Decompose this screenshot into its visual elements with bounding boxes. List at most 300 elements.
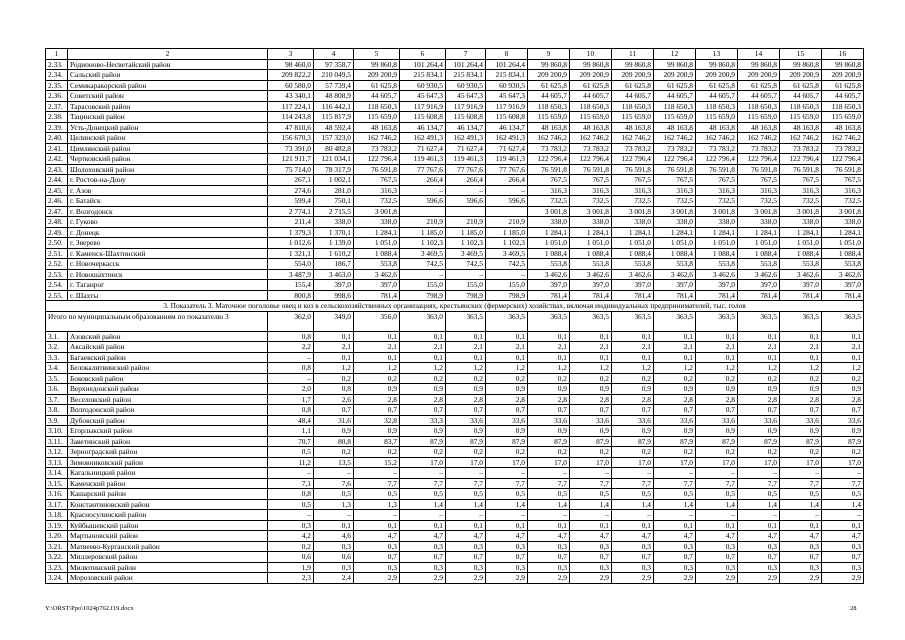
row-value: 553,8 <box>822 259 864 270</box>
row-value: 553,8 <box>528 259 570 270</box>
row-value: 33,6 <box>696 415 738 426</box>
row-value: 115 659,0 <box>738 112 780 123</box>
row-value: 1 051,0 <box>780 238 822 249</box>
row-value: 596,6 <box>446 196 486 207</box>
row-number: 2.36. <box>46 91 68 102</box>
row-value: 211,4 <box>268 217 314 228</box>
row-value: 0,1 <box>612 520 654 531</box>
row-value: 0,1 <box>822 520 864 531</box>
row-value: 0,7 <box>780 552 822 563</box>
row-value: 17,0 <box>738 457 780 468</box>
table-row <box>46 447 864 458</box>
row-value: 767,5 <box>612 175 654 186</box>
row-value: 2,1 <box>654 342 696 353</box>
row-value: 732,5 <box>354 196 400 207</box>
row-value: 99 860,8 <box>612 59 654 70</box>
row-value: 87,9 <box>780 436 822 447</box>
row-value: 1 284,1 <box>780 227 822 238</box>
row-value: 0,1 <box>738 331 780 342</box>
row-value: 0,7 <box>654 552 696 563</box>
row-value: 17,0 <box>486 457 528 468</box>
row-value: 155,0 <box>400 280 446 291</box>
row-value: 0,1 <box>822 352 864 363</box>
row-value: 0,1 <box>400 331 446 342</box>
row-value: 281,0 <box>314 185 354 196</box>
row-value: 1,2 <box>314 363 354 374</box>
row-value: 118 650,3 <box>696 101 738 112</box>
indicator-table <box>45 48 864 584</box>
row-value: 0,7 <box>528 405 570 416</box>
row-value: 1,2 <box>822 363 864 374</box>
row-value: 0,2 <box>696 447 738 458</box>
column-header: 9 <box>528 49 570 60</box>
row-value: – <box>528 468 570 479</box>
row-value: 116 442,1 <box>314 101 354 112</box>
row-value: – <box>354 510 400 521</box>
table-row <box>46 227 864 238</box>
row-value: 1,2 <box>654 363 696 374</box>
row-value: 4,7 <box>612 531 654 542</box>
row-number: 2.52. <box>46 259 68 270</box>
row-value: 0,3 <box>738 562 780 573</box>
row-value: 338,0 <box>738 217 780 228</box>
row-value: 0,7 <box>314 405 354 416</box>
row-value: 0,3 <box>354 562 400 573</box>
row-value: 4,2 <box>268 531 314 542</box>
row-value: 209 200,9 <box>528 70 570 81</box>
row-value: 33,6 <box>612 415 654 426</box>
table-row <box>46 342 864 353</box>
column-header: 8 <box>486 49 528 60</box>
row-value: 0,5 <box>528 489 570 500</box>
row-value: 0,8 <box>268 331 314 342</box>
row-value: 75 714,0 <box>268 164 314 175</box>
row-value: 553,8 <box>738 259 780 270</box>
section-title: 3. Показатель 3. Маточное поголовье овец и коз в сельскохозяйственных организациях, крестьянских (фермерских) хозяйствах, включая индивидуальных предпринимателей, тыс. голов <box>46 301 864 312</box>
row-value: 3 001,8 <box>528 206 570 217</box>
row-value: – <box>268 468 314 479</box>
row-value: – <box>486 269 528 280</box>
table-row <box>46 457 864 468</box>
row-value: 0,7 <box>612 552 654 563</box>
row-value: 1 088,4 <box>612 248 654 259</box>
table-row <box>46 196 864 207</box>
table-row <box>46 217 864 228</box>
row-value: – <box>268 352 314 363</box>
row-value: 1,4 <box>570 499 612 510</box>
row-number: 3.18. <box>46 510 68 521</box>
row-value: 118 650,3 <box>528 101 570 112</box>
row-value: 44 605,7 <box>654 91 696 102</box>
row-value: 97 358,7 <box>314 59 354 70</box>
row-value: 0,2 <box>654 373 696 384</box>
row-value: 742,5 <box>486 259 528 270</box>
row-value: 1,4 <box>612 499 654 510</box>
row-name: г. Гуково <box>68 217 268 228</box>
row-value: 0,3 <box>354 541 400 552</box>
row-value: 99 860,8 <box>822 59 864 70</box>
row-value: 3 462,6 <box>354 269 400 280</box>
column-header: 16 <box>822 49 864 60</box>
row-value: 115 608,8 <box>400 112 446 123</box>
row-value: 87,9 <box>528 436 570 447</box>
table-row <box>46 531 864 542</box>
total-value: 363,5 <box>486 311 528 331</box>
row-value: – <box>446 185 486 196</box>
row-value: 44 605,7 <box>528 91 570 102</box>
row-value: 122 796,4 <box>354 154 400 165</box>
row-number: 3.11. <box>46 436 68 447</box>
row-value: 2,8 <box>400 394 446 405</box>
row-value: 80,8 <box>314 436 354 447</box>
row-value: 2,1 <box>570 342 612 353</box>
row-value: 0,2 <box>354 373 400 384</box>
row-value: 3 487,9 <box>268 269 314 280</box>
row-value: 115 659,0 <box>654 112 696 123</box>
row-value: 0,3 <box>528 562 570 573</box>
row-value: – <box>822 468 864 479</box>
row-value: 215 834,1 <box>400 70 446 81</box>
row-value: 1,4 <box>822 499 864 510</box>
row-value: 800,8 <box>268 290 314 301</box>
row-value: 1,4 <box>446 499 486 510</box>
column-header: 2 <box>68 49 268 60</box>
row-value: 31,6 <box>314 415 354 426</box>
row-number: 3.2. <box>46 342 68 353</box>
row-name: Багаевский район <box>68 352 268 363</box>
row-value: – <box>738 468 780 479</box>
row-value: 115 608,8 <box>486 112 528 123</box>
row-value: 0,2 <box>822 447 864 458</box>
row-value: 7,7 <box>822 478 864 489</box>
row-value: – <box>612 468 654 479</box>
row-value: 1,2 <box>528 363 570 374</box>
row-value: 338,0 <box>354 217 400 228</box>
row-name: г. Каменск-Шахтинский <box>68 248 268 259</box>
row-value: 0,3 <box>612 541 654 552</box>
row-value: 0,1 <box>400 520 446 531</box>
row-value: 4,7 <box>400 531 446 542</box>
row-value: – <box>446 510 486 521</box>
row-value: 33,6 <box>780 415 822 426</box>
row-value: 118 650,3 <box>780 101 822 112</box>
row-value: 0,2 <box>612 373 654 384</box>
row-value: 0,9 <box>822 384 864 395</box>
row-value: – <box>354 468 400 479</box>
row-number: 3.10. <box>46 426 68 437</box>
row-value: 0,7 <box>486 405 528 416</box>
row-value: – <box>570 468 612 479</box>
row-value: 2,9 <box>612 573 654 584</box>
row-value: 156 670,3 <box>268 133 314 144</box>
row-value: 0,3 <box>314 562 354 573</box>
row-value: 1,4 <box>400 499 446 510</box>
table-row <box>46 426 864 437</box>
row-value: 215 834,1 <box>446 70 486 81</box>
row-value: 11,2 <box>268 457 314 468</box>
row-value: 2,1 <box>400 342 446 353</box>
row-value: 61 625,8 <box>354 80 400 91</box>
table-row <box>46 70 864 81</box>
row-name: Каменский район <box>68 478 268 489</box>
row-value: 0,5 <box>486 489 528 500</box>
row-value: 2,8 <box>780 394 822 405</box>
row-value: 162 746,2 <box>738 133 780 144</box>
row-value: 0,5 <box>400 489 446 500</box>
row-value: 267,1 <box>268 175 314 186</box>
row-value: 115 659,0 <box>780 112 822 123</box>
row-value: 0,1 <box>570 352 612 363</box>
section-row <box>46 301 864 312</box>
row-value: 73 783,2 <box>654 143 696 154</box>
row-value <box>446 206 486 217</box>
row-value: 0,2 <box>696 373 738 384</box>
row-value: 83,7 <box>354 436 400 447</box>
row-value: 2,1 <box>738 342 780 353</box>
row-value: 101 264,4 <box>446 59 486 70</box>
row-value: 397,0 <box>570 280 612 291</box>
row-value: 122 796,4 <box>612 154 654 165</box>
row-value: 60 580,0 <box>268 80 314 91</box>
row-value: 3 001,8 <box>738 206 780 217</box>
table-row <box>46 101 864 112</box>
row-value: 87,9 <box>654 436 696 447</box>
row-value: 209 822,2 <box>268 70 314 81</box>
row-value: 0,6 <box>314 552 354 563</box>
row-value: 17,0 <box>696 457 738 468</box>
row-value: 17,0 <box>654 457 696 468</box>
table-row <box>46 331 864 342</box>
row-value: 798,9 <box>486 290 528 301</box>
row-value: 4,7 <box>446 531 486 542</box>
row-value: 0,9 <box>696 384 738 395</box>
row-value: 596,6 <box>400 196 446 207</box>
row-value: 0,2 <box>400 373 446 384</box>
row-value: 0,1 <box>354 520 400 531</box>
row-value: 44 605,7 <box>696 91 738 102</box>
row-number: 3.23. <box>46 562 68 573</box>
row-name: Егорлыкский район <box>68 426 268 437</box>
row-value: 48 163,8 <box>822 122 864 133</box>
row-value: 3 462,6 <box>528 269 570 280</box>
row-value: 73 391,0 <box>268 143 314 154</box>
row-value: 4,7 <box>654 531 696 542</box>
total-value: 363,5 <box>612 311 654 331</box>
row-value: 2,8 <box>696 394 738 405</box>
row-value: 61 625,8 <box>654 80 696 91</box>
row-value: 553,8 <box>612 259 654 270</box>
row-value: 0,1 <box>696 520 738 531</box>
row-value: 44 605,7 <box>612 91 654 102</box>
row-number: 2.42. <box>46 154 68 165</box>
row-value: 76 591,8 <box>738 164 780 175</box>
row-value: 76 591,8 <box>354 164 400 175</box>
row-value: 0,3 <box>612 562 654 573</box>
row-value: 397,0 <box>612 280 654 291</box>
row-name: Зимовниковский район <box>68 457 268 468</box>
row-number: 2.46. <box>46 196 68 207</box>
row-value: 1,4 <box>486 499 528 510</box>
row-value: 99 860,8 <box>780 59 822 70</box>
row-value: 122 796,4 <box>654 154 696 165</box>
row-value: 732,5 <box>696 196 738 207</box>
row-value: 0,7 <box>780 405 822 416</box>
row-value: 0,3 <box>446 541 486 552</box>
total-label: Итого по муниципальным образованиям по показателю 3 <box>46 311 268 331</box>
row-value: 215 834,1 <box>486 70 528 81</box>
row-value: 0,3 <box>822 562 864 573</box>
row-value: 1 102,3 <box>486 238 528 249</box>
row-number: 2.40. <box>46 133 68 144</box>
row-value: 76 591,8 <box>654 164 696 175</box>
row-value: 1 102,3 <box>446 238 486 249</box>
row-value: 0,1 <box>822 331 864 342</box>
row-value: 73 783,2 <box>570 143 612 154</box>
total-value: 356,0 <box>354 311 400 331</box>
row-value: 1 284,1 <box>570 227 612 238</box>
row-value: 209 200,9 <box>354 70 400 81</box>
row-value: 0,7 <box>446 552 486 563</box>
row-value: 596,6 <box>486 196 528 207</box>
row-number: 3.14. <box>46 468 68 479</box>
row-value: 732,5 <box>738 196 780 207</box>
row-value: 87,9 <box>400 436 446 447</box>
row-value: 46 134,7 <box>446 122 486 133</box>
row-value: 3 462,6 <box>822 269 864 280</box>
row-value: 1 139,0 <box>314 238 354 249</box>
row-value: 3 001,8 <box>354 206 400 217</box>
row-name: Боковский район <box>68 373 268 384</box>
row-value: 115 659,0 <box>528 112 570 123</box>
row-value: 2,8 <box>822 394 864 405</box>
row-value: 0,1 <box>528 520 570 531</box>
row-value: 155,0 <box>446 280 486 291</box>
row-value: 1 370,1 <box>314 227 354 238</box>
table-row <box>46 91 864 102</box>
row-value: – <box>400 468 446 479</box>
row-value: 118 650,3 <box>738 101 780 112</box>
row-name: Аксайский район <box>68 342 268 353</box>
row-value: 60 930,5 <box>446 80 486 91</box>
row-value: 87,9 <box>822 436 864 447</box>
row-value: 7,7 <box>528 478 570 489</box>
row-value: 209 200,9 <box>570 70 612 81</box>
row-name: Тарасовский район <box>68 101 268 112</box>
row-value: 1 002,1 <box>314 175 354 186</box>
row-value: 118 650,3 <box>570 101 612 112</box>
row-value: 7,7 <box>486 478 528 489</box>
row-value: 2,9 <box>696 573 738 584</box>
row-value: 48 808,9 <box>314 91 354 102</box>
row-value: 0,1 <box>738 352 780 363</box>
row-value: 781,4 <box>654 290 696 301</box>
row-name: Константиновский район <box>68 499 268 510</box>
row-value: 1 284,1 <box>612 227 654 238</box>
row-number: 3.15. <box>46 478 68 489</box>
row-value: 162 491,3 <box>446 133 486 144</box>
row-value: 1 088,4 <box>570 248 612 259</box>
row-value: 0,1 <box>446 331 486 342</box>
row-value: 76 591,8 <box>822 164 864 175</box>
row-value: 0,3 <box>446 562 486 573</box>
row-value: 0,1 <box>654 352 696 363</box>
row-value: 397,0 <box>654 280 696 291</box>
row-value: 338,0 <box>612 217 654 228</box>
row-value: 155,0 <box>486 280 528 291</box>
row-value: 0,9 <box>738 384 780 395</box>
row-value <box>486 206 528 217</box>
row-value: 46 134,7 <box>486 122 528 133</box>
row-name: Советский район <box>68 91 268 102</box>
row-number: 2.48. <box>46 217 68 228</box>
row-name: Кашарский район <box>68 489 268 500</box>
row-value: 2,1 <box>780 342 822 353</box>
row-value: – <box>400 269 446 280</box>
column-header: 15 <box>780 49 822 60</box>
row-number: 2.39. <box>46 122 68 133</box>
row-value: 48,4 <box>268 415 314 426</box>
row-value: 115 817,9 <box>314 112 354 123</box>
row-value: 13,5 <box>314 457 354 468</box>
row-value: 0,9 <box>780 384 822 395</box>
row-value: 115 659,0 <box>354 112 400 123</box>
row-value: 554,0 <box>268 259 314 270</box>
row-value: 44 605,7 <box>780 91 822 102</box>
table-row <box>46 80 864 91</box>
row-value: 0,5 <box>570 489 612 500</box>
row-value: 119 461,3 <box>400 154 446 165</box>
row-value: 1 012,6 <box>268 238 314 249</box>
row-value: 118 650,3 <box>822 101 864 112</box>
table-row <box>46 290 864 301</box>
row-value: 61 625,8 <box>738 80 780 91</box>
total-value: 349,0 <box>314 311 354 331</box>
row-value: 1 051,0 <box>738 238 780 249</box>
row-value: 17,0 <box>400 457 446 468</box>
row-value: 76 591,8 <box>612 164 654 175</box>
column-header: 11 <box>612 49 654 60</box>
row-value: 0,3 <box>486 541 528 552</box>
table-row <box>46 478 864 489</box>
row-value: 3 001,8 <box>654 206 696 217</box>
row-value: 0,2 <box>268 541 314 552</box>
row-value: 0,3 <box>400 562 446 573</box>
row-value: 162 746,2 <box>528 133 570 144</box>
row-value: 76 591,8 <box>696 164 738 175</box>
row-value: 0,7 <box>528 552 570 563</box>
row-value: 2,1 <box>354 342 400 353</box>
row-number: 3.5. <box>46 373 68 384</box>
row-value: 115 659,0 <box>696 112 738 123</box>
row-value: 2,8 <box>528 394 570 405</box>
row-value: 3 001,8 <box>822 206 864 217</box>
row-value: 0,2 <box>822 373 864 384</box>
table-row <box>46 238 864 249</box>
row-value: 117 916,9 <box>486 101 528 112</box>
row-value: – <box>570 510 612 521</box>
row-value: 118 650,3 <box>612 101 654 112</box>
row-value: 115 659,0 <box>612 112 654 123</box>
row-value: 45 647,3 <box>486 91 528 102</box>
row-value: 76 591,8 <box>528 164 570 175</box>
row-value: 1,2 <box>570 363 612 374</box>
row-value: 17,0 <box>446 457 486 468</box>
row-value: 2 715,5 <box>314 206 354 217</box>
row-value: 17,0 <box>612 457 654 468</box>
row-value: 122 796,4 <box>822 154 864 165</box>
row-value: 338,0 <box>314 217 354 228</box>
row-value: 0,1 <box>314 352 354 363</box>
